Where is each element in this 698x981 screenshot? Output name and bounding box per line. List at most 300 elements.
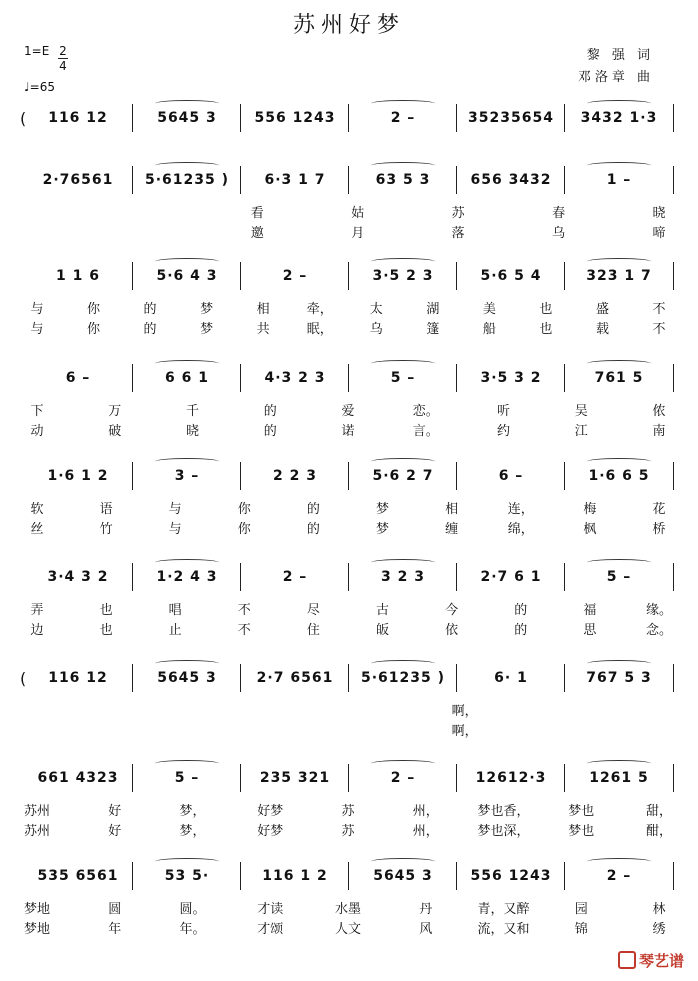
lyric-syllable: 万: [108, 404, 122, 419]
lyric-syllable: 林: [652, 902, 666, 917]
lyric-syllable: 梦，: [179, 804, 206, 819]
lyric-line: [24, 222, 672, 240]
lyric-line: [24, 700, 672, 718]
measure: [456, 104, 565, 132]
measure: [24, 664, 132, 692]
lyric-syllable: 念。: [646, 623, 673, 638]
notation-row: [24, 563, 672, 593]
measure-notes: 767 5 3: [586, 670, 652, 686]
slur-mark: [155, 458, 220, 465]
lyric-syllable: 青，又醉: [477, 902, 530, 917]
measure-notes: 5·61235 ): [144, 172, 230, 188]
lyric-syllable: 不: [652, 322, 666, 337]
lyric-syllable: 的: [514, 623, 528, 638]
lyric-syllable: 年。: [179, 922, 206, 937]
measure-notes: 3·4 3 2: [47, 569, 109, 585]
measure: [132, 862, 241, 890]
measure: [348, 764, 457, 792]
measure-notes: 116 12: [48, 670, 108, 686]
lyric-syllable: 与: [168, 522, 182, 537]
measure-notes: 3·5 3 2: [480, 370, 542, 386]
slur-mark: [587, 760, 652, 767]
lyric-syllable: 思: [583, 623, 597, 638]
lyric-syllable: 与: [168, 502, 182, 517]
measure: [240, 664, 349, 692]
lyric-line: [24, 898, 672, 916]
lyric-syllable: 年: [108, 922, 122, 937]
lyric-syllable: 听: [497, 404, 511, 419]
lyric-syllable: 晓: [185, 424, 199, 439]
measure-notes: 323 1 7: [586, 268, 652, 284]
measure-notes: 5 –: [174, 770, 200, 786]
slur-mark: [155, 258, 220, 265]
lyric-syllable: 的: [263, 424, 277, 439]
measure-notes: 6·3 1 7: [264, 172, 326, 188]
lyric-syllable: 约: [497, 424, 511, 439]
slur-mark: [587, 660, 652, 667]
slur-mark: [587, 100, 652, 107]
measure-notes: 1 –: [606, 172, 632, 188]
lyric-syllable: 的: [514, 603, 528, 618]
lyric-syllable: 梦: [200, 302, 214, 317]
lyric-syllable: 丝: [30, 522, 44, 537]
lyric-syllable: 尽: [306, 603, 320, 618]
measure: [132, 664, 241, 692]
measure-notes: 1261 5: [589, 770, 649, 786]
lyric-line: [24, 800, 672, 818]
lyric-syllable: 相: [445, 502, 459, 517]
lyric-syllable: 好梦: [257, 804, 284, 819]
lyric-syllable: 连，: [507, 502, 534, 517]
slur-mark: [587, 162, 652, 169]
measure-notes: 6 –: [498, 468, 524, 484]
lyric-syllable: 梦也深，: [477, 824, 530, 839]
notation-row: [20, 104, 672, 134]
lyric-syllable: 梦地: [23, 922, 50, 937]
lyric-syllable: 共: [256, 322, 270, 337]
measure: [456, 764, 565, 792]
lyric-syllable: 盛: [595, 302, 609, 317]
slur-mark: [371, 559, 436, 566]
measure-notes: 3432 1·3: [580, 110, 658, 126]
measure: [24, 364, 132, 392]
measure-notes: 116 1 2: [262, 868, 328, 884]
measure-notes: 5·6 4 3: [156, 268, 218, 284]
measure: [564, 563, 674, 591]
measure-notes: 116 12: [48, 110, 108, 126]
measure: [132, 563, 241, 591]
lyric-line: [24, 619, 672, 637]
measure: [456, 364, 565, 392]
measure: [348, 104, 457, 132]
lyric-syllable: 才读: [257, 902, 284, 917]
measure-notes: 2 –: [390, 770, 416, 786]
lyric-syllable: 苏: [341, 824, 355, 839]
measure-notes: 12612·3: [475, 770, 547, 786]
measure-notes: 2 –: [282, 569, 308, 585]
lyric-syllable: 好: [108, 824, 122, 839]
measure-notes: 63 5 3: [375, 172, 431, 188]
measure-notes: 5645 3: [157, 110, 217, 126]
measure-notes: 2·7 6561: [256, 670, 334, 686]
measure: [132, 262, 241, 290]
measure-notes: 5 –: [390, 370, 416, 386]
lyric-syllable: 晓: [652, 206, 666, 221]
measure-notes: 2·7 6 1: [480, 569, 542, 585]
lyric-syllable: 今: [445, 603, 459, 618]
lyric-syllable: 止: [168, 623, 182, 638]
measure: [24, 563, 132, 591]
measure: [348, 862, 457, 890]
song-title: 苏州好梦: [292, 13, 405, 38]
repeat-paren: (: [20, 669, 27, 688]
measure-notes: 6 6 1: [165, 370, 209, 386]
measure: [456, 462, 565, 490]
lyric-line: [24, 918, 672, 936]
lyric-syllable: 缠: [445, 522, 459, 537]
measure-notes: 35235654: [468, 110, 554, 126]
notation-row: [24, 462, 672, 492]
slur-mark: [587, 258, 652, 265]
time-signature: [58, 44, 68, 73]
lyric-syllable: 你: [86, 302, 101, 317]
lyric-syllable: 皈: [376, 623, 390, 638]
lyric-line: [24, 498, 672, 516]
lyric-syllable: 啊，: [451, 704, 478, 719]
measure-notes: 6 –: [65, 370, 91, 386]
slur-mark: [371, 100, 436, 107]
notation-row: [24, 364, 672, 394]
composer-credit: 邓洛章 曲: [577, 70, 654, 85]
lyric-line: [24, 298, 672, 316]
lyric-syllable: 梦也香，: [477, 804, 530, 819]
measure: [132, 462, 241, 490]
lyric-syllable: 乌: [552, 226, 566, 241]
watermark-logo: [618, 950, 684, 971]
lyric-syllable: 苏州: [23, 804, 50, 819]
measure: [240, 262, 349, 290]
measure: [24, 166, 132, 194]
lyric-syllable: 篷: [426, 322, 440, 337]
measure-notes: 5645 3: [373, 868, 433, 884]
measure: [564, 364, 674, 392]
lyric-syllable: 边: [30, 623, 44, 638]
measure-notes: 556 1243: [470, 868, 552, 884]
slur-mark: [155, 100, 220, 107]
slur-mark: [587, 559, 652, 566]
lyric-syllable: 福: [583, 603, 597, 618]
slur-mark: [371, 258, 436, 265]
measure: [564, 104, 674, 132]
lyric-syllable: 相: [256, 302, 270, 317]
lyric-syllable: 的: [306, 502, 320, 517]
lyric-line: [24, 400, 672, 418]
measure-notes: 3 –: [174, 468, 200, 484]
lyric-syllable: 梦也: [568, 824, 595, 839]
notation-row: [24, 262, 672, 292]
slur-mark: [155, 360, 220, 367]
slur-mark: [155, 760, 220, 767]
lyric-syllable: 美: [482, 302, 496, 317]
measure: [132, 764, 241, 792]
lyric-syllable: 古: [376, 603, 390, 618]
measure-notes: 5·61235 ): [360, 670, 446, 686]
lyric-syllable: 州，: [412, 824, 439, 839]
lyric-syllable: 也: [539, 322, 553, 337]
time-denominator: 4: [59, 59, 67, 73]
slur-mark: [155, 858, 220, 865]
lyric-syllable: 竹: [99, 522, 113, 537]
lyric-syllable: 甜，: [646, 804, 673, 819]
lyric-syllable: 恋。: [412, 404, 439, 419]
lyric-syllable: 春: [552, 206, 566, 221]
measure: [348, 664, 457, 692]
lyric-syllable: 不: [237, 623, 251, 638]
measure-notes: 535 6561: [37, 868, 119, 884]
lyric-syllable: 月: [351, 226, 365, 241]
slur-mark: [371, 858, 436, 865]
lyric-syllable: 南: [652, 424, 666, 439]
lyric-syllable: 水墨: [334, 902, 362, 917]
measure-notes: 3 2 3: [381, 569, 425, 585]
lyric-syllable: 侬: [652, 404, 666, 419]
measure: [456, 166, 565, 194]
time-numerator: 2: [59, 44, 67, 58]
lyric-syllable: 才颂: [257, 922, 284, 937]
measure: [132, 364, 241, 392]
measure-notes: 556 1243: [254, 110, 336, 126]
lyric-syllable: 邀: [250, 226, 264, 241]
measure-notes: 2 –: [606, 868, 632, 884]
notation-row: [24, 764, 672, 794]
measure-notes: 1·2 4 3: [156, 569, 218, 585]
slur-mark: [371, 760, 436, 767]
measure: [456, 862, 565, 890]
measure-notes: 6· 1: [494, 670, 528, 686]
measure: [24, 862, 132, 890]
lyric-syllable: 也: [539, 302, 553, 317]
slur-mark: [587, 858, 652, 865]
lyric-syllable: 牵，: [306, 302, 333, 317]
lyric-syllable: 乌: [369, 322, 383, 337]
slur-mark: [371, 458, 436, 465]
lyric-syllable: 你: [86, 322, 101, 337]
lyric-syllable: 风: [419, 922, 433, 937]
lyric-line: [24, 420, 672, 438]
tempo-mark: ♩=65: [24, 80, 55, 94]
measure: [348, 462, 457, 490]
measure: [348, 364, 457, 392]
notation-row: [24, 166, 672, 196]
lyric-syllable: 苏州: [23, 824, 50, 839]
measure: [564, 262, 674, 290]
measure-notes: 1·6 6 5: [588, 468, 650, 484]
measure-notes: 761 5: [594, 370, 644, 386]
measure: [456, 262, 565, 290]
lyric-syllable: 梦，: [179, 824, 206, 839]
measure-notes: 3·5 2 3: [372, 268, 434, 284]
lyric-syllable: 唱: [168, 603, 182, 618]
measure: [132, 166, 241, 194]
lyric-syllable: 桥: [652, 522, 666, 537]
measure: [348, 166, 457, 194]
lyric-syllable: 枫: [583, 522, 597, 537]
lyric-syllable: 江: [574, 424, 588, 439]
measure: [240, 166, 349, 194]
lyric-syllable: 眠，: [306, 322, 333, 337]
lyric-syllable: 你: [237, 522, 251, 537]
lyric-syllable: 爱: [341, 404, 355, 419]
measure: [240, 104, 349, 132]
lyric-syllable: 苏: [451, 206, 465, 221]
lyric-syllable: 船: [482, 322, 496, 337]
slur-mark: [155, 660, 220, 667]
lyric-syllable: 住: [306, 623, 320, 638]
lyric-syllable: 破: [108, 424, 122, 439]
measure-notes: 656 3432: [470, 172, 552, 188]
lyric-syllable: 太: [369, 302, 383, 317]
measure: [132, 104, 241, 132]
measure: [456, 664, 565, 692]
lyric-syllable: 不: [237, 603, 251, 618]
lyric-syllable: 看: [250, 206, 264, 221]
lyric-syllable: 苏: [341, 804, 355, 819]
lyric-syllable: 不: [652, 302, 666, 317]
lyric-syllable: 的: [143, 302, 157, 317]
lyricist-credit: 黎 强 词: [586, 48, 654, 63]
lyric-line: [24, 202, 672, 220]
lyric-syllable: 软: [30, 502, 44, 517]
lyric-syllable: 好梦: [257, 824, 284, 839]
lyric-syllable: 依: [445, 623, 459, 638]
lyric-syllable: 啼: [652, 226, 666, 241]
lyric-line: [24, 820, 672, 838]
lyric-syllable: 啊，: [451, 724, 478, 739]
measure: [240, 462, 349, 490]
lyric-syllable: 诺: [341, 424, 355, 439]
measure: [240, 364, 349, 392]
lyric-syllable: 园: [574, 902, 588, 917]
lyric-syllable: 梅: [583, 502, 597, 517]
lyric-syllable: 下: [30, 404, 44, 419]
measure-notes: 2·76561: [42, 172, 114, 188]
measure: [240, 862, 349, 890]
lyric-syllable: 的: [143, 322, 157, 337]
repeat-paren: (: [20, 109, 27, 128]
lyric-syllable: 缘。: [646, 603, 673, 618]
lyric-syllable: 梦也: [568, 804, 595, 819]
piano-logo-icon: [618, 951, 636, 969]
slur-mark: [587, 458, 652, 465]
lyric-syllable: 动: [30, 424, 44, 439]
slur-mark: [371, 360, 436, 367]
lyric-syllable: 梦: [200, 322, 214, 337]
lyric-syllable: 语: [99, 502, 113, 517]
lyric-syllable: 酣，: [646, 824, 673, 839]
lyric-syllable: 花: [652, 502, 666, 517]
lyric-syllable: 落: [451, 226, 465, 241]
lyric-syllable: 绣: [652, 922, 666, 937]
lyric-syllable: 人文: [334, 922, 362, 937]
lyric-syllable: 也: [99, 623, 113, 638]
lyric-syllable: 言。: [412, 424, 439, 439]
lyric-syllable: 丹: [419, 902, 433, 917]
lyric-syllable: 弄: [30, 603, 44, 618]
lyric-syllable: 与: [30, 302, 44, 317]
measure: [564, 862, 674, 890]
lyric-line: [24, 599, 672, 617]
lyric-syllable: 绵，: [507, 522, 534, 537]
watermark-text: 琴艺谱: [638, 952, 684, 970]
lyric-syllable: 梦: [376, 522, 390, 537]
lyric-syllable: 也: [99, 603, 113, 618]
key-signature: 1=E: [24, 44, 50, 58]
measure: [564, 166, 674, 194]
measure-notes: 2 –: [390, 110, 416, 126]
measure: [564, 462, 674, 490]
lyric-syllable: 千: [185, 404, 199, 419]
lyric-syllable: 梦: [376, 502, 390, 517]
measure: [348, 563, 457, 591]
measure-notes: 5 –: [606, 569, 632, 585]
measure-notes: 235 321: [259, 770, 331, 786]
measure: [240, 764, 349, 792]
measure: [24, 104, 132, 132]
measure: [240, 563, 349, 591]
measure: [348, 262, 457, 290]
lyric-line: [24, 518, 672, 536]
lyric-syllable: 州，: [412, 804, 439, 819]
lyric-line: [24, 720, 672, 738]
notation-row: [20, 664, 672, 694]
measure: [24, 262, 132, 290]
slur-mark: [587, 360, 652, 367]
lyric-syllable: 梦地: [23, 902, 50, 917]
lyric-syllable: 你: [237, 502, 251, 517]
lyric-syllable: 与: [30, 322, 44, 337]
lyric-syllable: 载: [595, 322, 609, 337]
lyric-syllable: 流，又和: [477, 922, 530, 937]
measure: [24, 462, 132, 490]
notation-row: [24, 862, 672, 892]
measure-notes: 1·6 1 2: [47, 468, 109, 484]
measure-notes: 1 1 6: [56, 268, 100, 284]
lyric-syllable: 姑: [351, 206, 365, 221]
lyric-syllable: 锦: [574, 922, 588, 937]
lyric-syllable: 圆。: [179, 902, 206, 917]
measure-notes: 2 –: [282, 268, 308, 284]
lyric-syllable: 圆: [108, 902, 122, 917]
measure: [564, 664, 674, 692]
measure-notes: 661 4323: [37, 770, 119, 786]
lyric-line: [24, 318, 672, 336]
lyric-syllable: 湖: [426, 302, 440, 317]
measure-notes: 53 5·: [164, 868, 210, 884]
slur-mark: [371, 660, 436, 667]
measure: [24, 764, 132, 792]
measure-notes: 2 2 3: [273, 468, 317, 484]
measure-notes: 5·6 2 7: [372, 468, 434, 484]
measure: [456, 563, 565, 591]
measure-notes: 5645 3: [157, 670, 217, 686]
lyric-syllable: 的: [306, 522, 320, 537]
measure-notes: 4·3 2 3: [264, 370, 326, 386]
measure-notes: 5·6 5 4: [480, 268, 542, 284]
lyric-syllable: 的: [263, 404, 277, 419]
measure: [564, 764, 674, 792]
slur-mark: [155, 559, 220, 566]
slur-mark: [155, 162, 220, 169]
